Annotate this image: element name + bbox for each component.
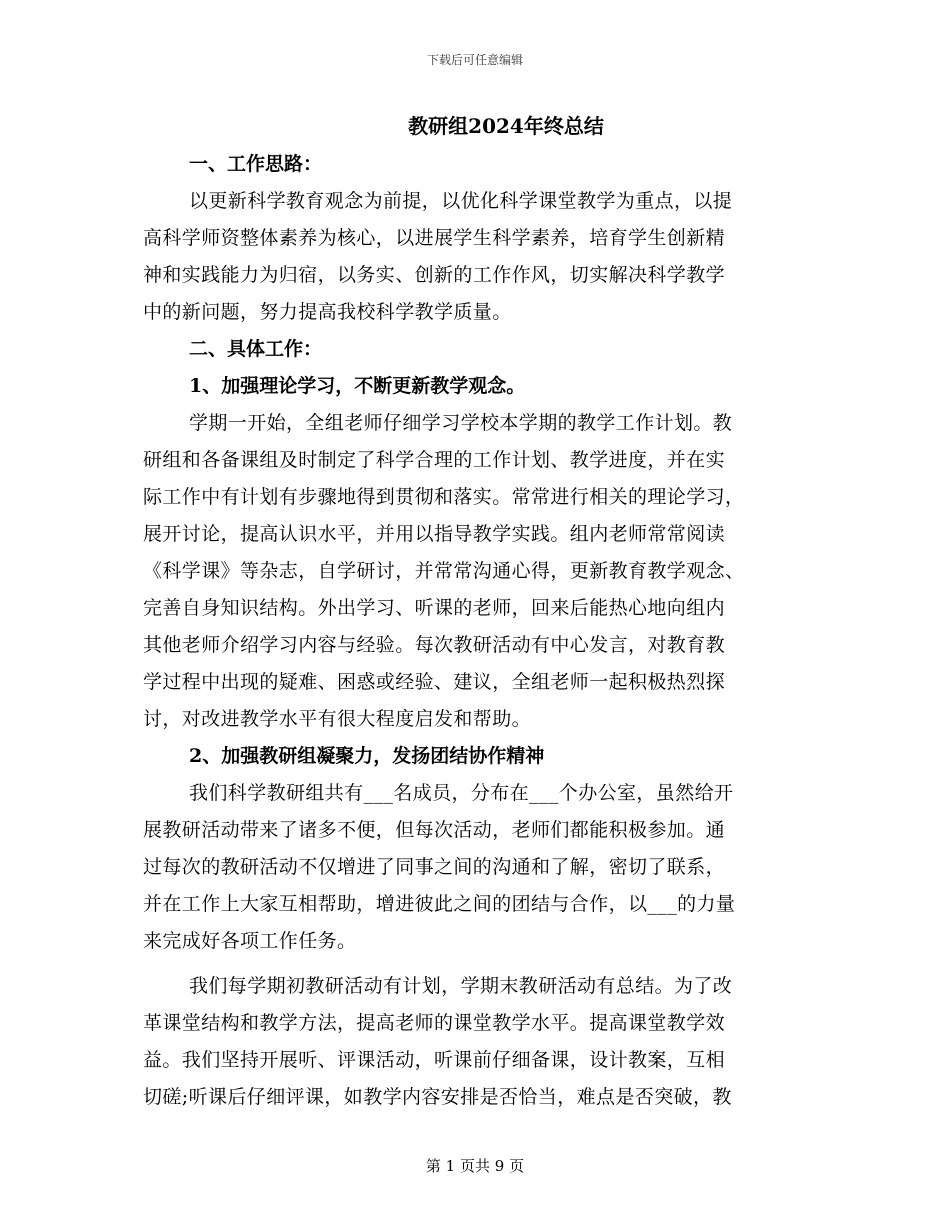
subsection-heading-theory-study: 1、加强理论学习，不断更新教学观念。 <box>189 375 526 397</box>
paragraph-line: 并在工作上大家互相帮助，增进彼此之间的团结与合作，以___的力量 <box>143 893 736 915</box>
paragraph-team-members <box>143 775 809 960</box>
paragraph-line: 学过程中出现的疑难、困惑或经验、建议，全组老师一起积极热烈探 <box>143 671 726 693</box>
paragraph-gap <box>143 960 809 968</box>
section-heading-work-ideas: 一、工作思路： <box>189 153 323 175</box>
paragraph-line: 切磋;听课后仔细评课，如教学内容安排是否恰当，难点是否突破，教 <box>143 1086 732 1108</box>
page-number: 第 1 页共 9 页 <box>425 1157 525 1175</box>
paragraph-line: 过每次的教研活动不仅增进了同事之间的沟通和了解，密切了联系， <box>143 856 726 878</box>
paragraph-line: 以更新科学教育观念为前提，以优化科学课堂教学为重点，以提 <box>189 190 733 212</box>
paragraph-line: 学期一开始，全组老师仔细学习学校本学期的教学工作计划。教 <box>189 412 733 434</box>
paragraph-line: 来完成好各项工作任务。 <box>143 930 357 952</box>
subsection-heading-team-cohesion: 2、加强教研组凝聚力，发扬团结协作精神 <box>189 745 545 767</box>
paragraph-line: 中的新问题，努力提高我校科学教学质量。 <box>143 301 512 323</box>
paragraph-line: 研组和各备课组及时制定了科学合理的工作计划、教学进度，并在实 <box>143 449 726 471</box>
paragraph-line: 我们每学期初教研活动有计划，学期末教研活动有总结。为了改 <box>189 975 733 997</box>
page-header-note: 下载后可任意编辑 <box>426 53 523 67</box>
paragraph-work-ideas <box>143 183 809 331</box>
section-heading-specific-work: 二、具体工作： <box>189 338 323 360</box>
paragraph-line: 讨，对改进教学水平有很大程度启发和帮助。 <box>143 708 532 730</box>
paragraph-line: 展教研活动带来了诸多不便，但每次活动，老师们都能积极参加。通 <box>143 819 726 841</box>
paragraph-line: 展开讨论，提高认识水平，并用以指导教学实践。组内老师常常阅读 <box>143 523 726 545</box>
paragraph-line: 际工作中有计划有步骤地得到贯彻和落实。常常进行相关的理论学习， <box>143 486 745 508</box>
paragraph-line: 我们科学教研组共有___名成员，分布在___个办公室，虽然给开 <box>189 782 734 804</box>
paragraph-line: 益。我们坚持开展听、评课活动，听课前仔细备课，设计教案，互相 <box>143 1049 726 1071</box>
paragraph-line: 《科学课》等杂志，自学研讨，并常常沟通心得，更新教育教学观念、 <box>143 560 745 582</box>
document-body <box>143 106 809 1116</box>
document-title: 教研组2024年终总结 <box>408 114 604 138</box>
paragraph-line: 高科学师资整体素养为核心，以进展学生科学素养，培育学生创新精 <box>143 227 726 249</box>
paragraph-line: 其他老师介绍学习内容与经验。每次教研活动有中心发言，对教育教 <box>143 634 726 656</box>
paragraph-teaching-activities <box>143 968 809 1116</box>
paragraph-line: 完善自身知识结构。外出学习、听课的老师，回来后能热心地向组内 <box>143 597 726 619</box>
paragraph-line: 革课堂结构和教学方法，提高老师的课堂教学水平。提高课堂教学效 <box>143 1012 726 1034</box>
paragraph-line: 神和实践能力为归宿，以务实、创新的工作作风，切实解决科学教学 <box>143 264 726 286</box>
paragraph-theory-study <box>143 405 809 738</box>
